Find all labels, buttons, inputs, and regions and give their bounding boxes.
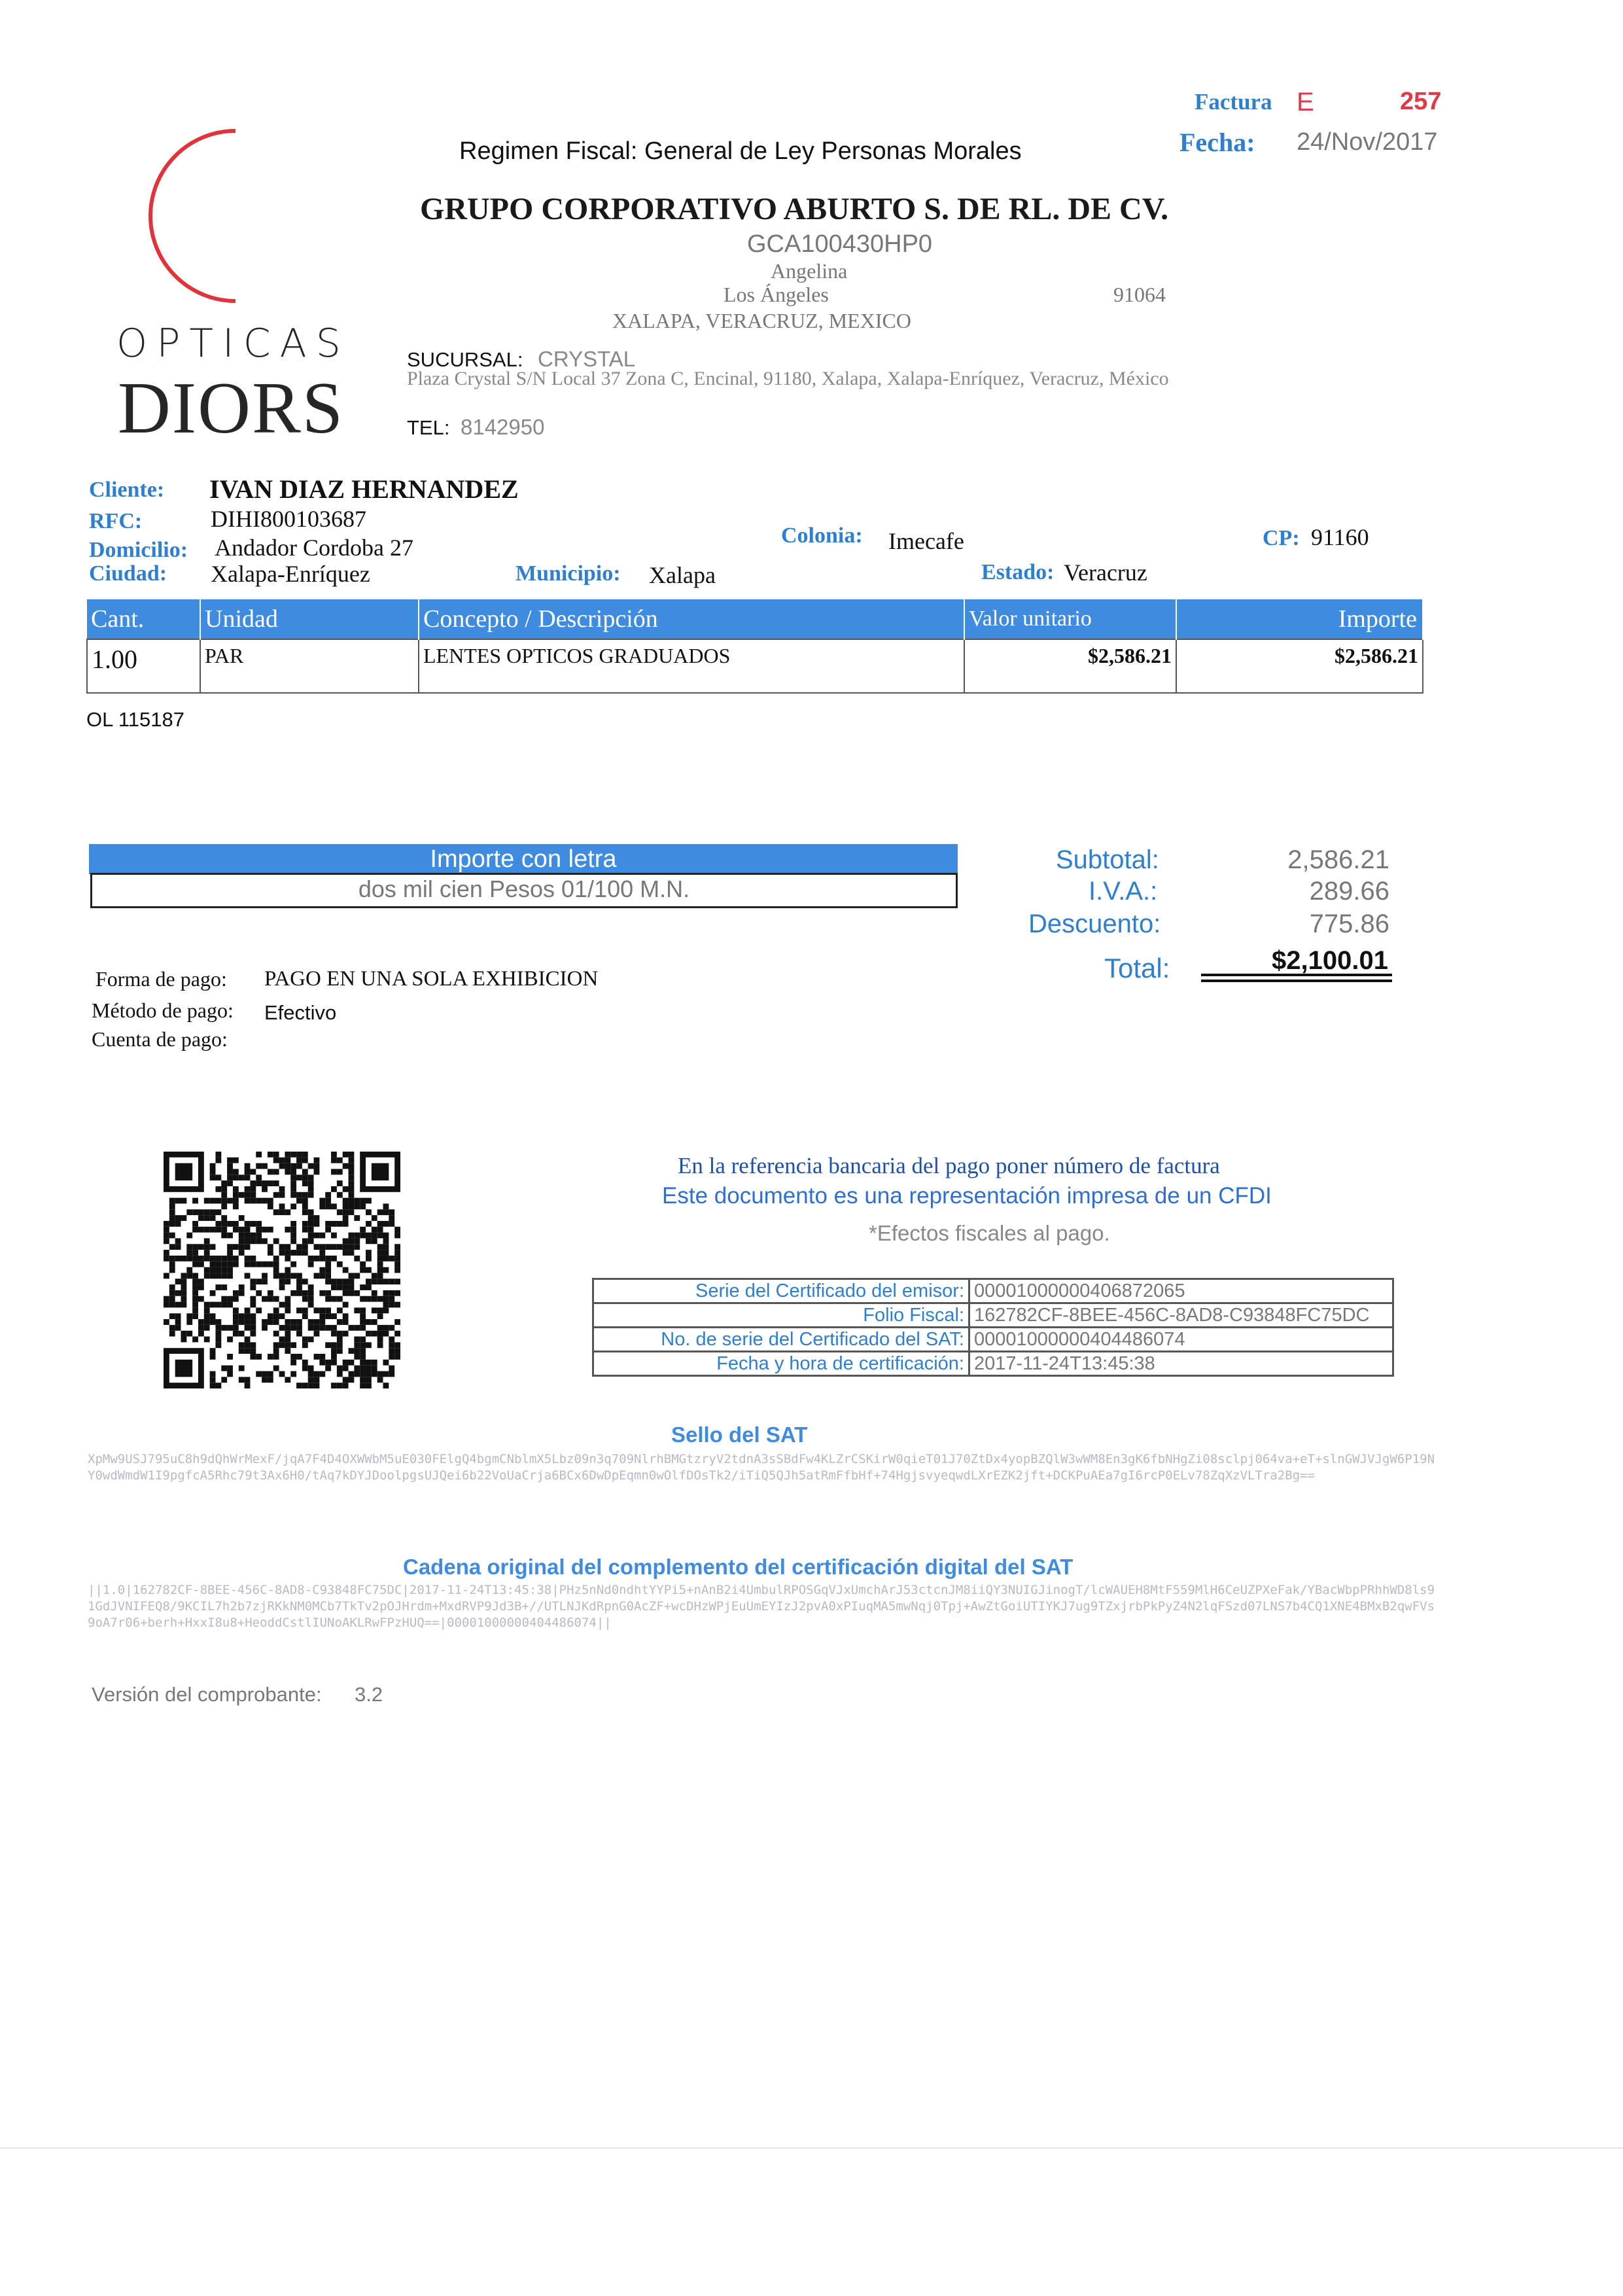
version-label: Versión del comprobante: [92, 1683, 322, 1706]
header-concepto: Concepto / Descripción [419, 599, 964, 639]
colonia-value: Imecafe [888, 528, 964, 554]
cert-value: 00001000000406872065 [969, 1279, 1393, 1303]
cliente-value: IVAN DIAZ HERNANDEZ [209, 474, 519, 504]
company-name: GRUPO CORPORATIVO ABURTO S. DE RL. DE CV. [420, 192, 1169, 226]
row-unidad: PAR [200, 639, 419, 693]
sello-title: Sello del SAT [671, 1422, 808, 1447]
domicilio-value: Andador Cordoba 27 [215, 535, 413, 561]
cert-row [593, 1352, 1393, 1376]
qr-code-icon [164, 1152, 400, 1388]
fecha-value: 24/Nov/2017 [1297, 128, 1438, 156]
factura-number: 257 [1400, 88, 1442, 115]
subtotal-label: Subtotal: [1056, 845, 1159, 874]
iva-label: I.V.A.: [1089, 877, 1158, 906]
regimen-fiscal: Regimen Fiscal: General de Ley Personas Morales [459, 137, 1022, 165]
sucursal-label: SUCURSAL: [407, 348, 523, 371]
cert-value: 2017-11-24T13:45:38 [969, 1352, 1393, 1376]
cert-label: Folio Fiscal: [593, 1303, 969, 1328]
row-valor-unitario: $2,586.21 [964, 639, 1176, 693]
company-rfc: GCA100430HP0 [747, 230, 933, 258]
logo-circle-icon [111, 105, 360, 327]
logo-text-opticas: OPTICAS [116, 321, 350, 366]
header-cant: Cant. [87, 599, 200, 639]
tel-value: 8142950 [461, 415, 545, 439]
items-table-header [87, 599, 1423, 639]
cp-value: 91160 [1311, 524, 1369, 550]
descuento-label: Descuento: [1028, 910, 1161, 938]
company-logo [111, 105, 360, 449]
metodo-pago-value: Efectivo [264, 1001, 337, 1024]
estado-value: Veracruz [1064, 559, 1147, 586]
cp-label: CP: [1263, 526, 1300, 550]
cert-label: Serie del Certificado del emisor: [593, 1279, 969, 1303]
cadena-text: ||1.0|162782CF-8BEE-456C-8AD8-C93848FC75DC|2017-11-24T13:45:38|PHz5nNd0ndhtYYPi5+nAnB2i4UmbulRPOSGqVJxUmchArJ53ctcnJM8iiQY3NUIGJinogT/lcWAUEH8MtF559MlH6CeUZPXeFak/YBacWbpPRhhWD8ls91GdJVNIFEQ8/9KCIL7h2b7zjRKkNM0MCb7TkTv2pOJHrdm+MxdRVP9Jd3B+//UTLNJKdRpnG0AcZF+wcDHzWPjEuUmEYIzJ2pvA0xPIuqMA5mwNqj0Tpj+AwZtGoiUTIYKJ7ug9TZxjrbPkPyZ4N2lqFSzd07LNS7b4CQ1XNE4BMxB2qwFVs9oA7r06+berh+HxxI8u8+HeoddCstlIUNoAKLRwFPzHUQ==|00001000000404486074|| [88, 1583, 1435, 1630]
address-line1: Angelina [771, 259, 848, 283]
address-city: XALAPA, VERACRUZ, MEXICO [612, 309, 911, 332]
ciudad-label: Ciudad: [89, 561, 167, 586]
cert-value: 00001000000404486074 [969, 1328, 1393, 1352]
certificate-table [592, 1278, 1394, 1377]
cert-row [593, 1303, 1393, 1328]
fecha-label: Fecha: [1179, 128, 1255, 157]
factura-series: E [1297, 88, 1314, 116]
row-cant: 1.00 [87, 639, 200, 693]
sucursal-value: CRYSTAL [538, 347, 636, 371]
factura-label: Factura [1195, 89, 1272, 115]
rfc-value: DIHI800103687 [211, 506, 366, 532]
qr-code [164, 1152, 400, 1388]
municipio-value: Xalapa [649, 562, 716, 588]
version-value: 3.2 [355, 1683, 383, 1706]
items-table [86, 599, 1423, 694]
estado-label: Estado: [981, 560, 1055, 584]
sello-text: XpMw9USJ795uC8h9dQhWrMexF/jqA7F4D4OXWWbM5uE030FElgQ4bgmCNblmX5Lbz09n3q709NlrhBMGtzryV2tdnA3sSBdFw4KLZrCSKirW0qieT01J70ZtDx4yopBZQlW3wWM8En3gK6fbNHgZi08sclpj064va+eT+slnGWJVJgW6P19NY0wdWmdW1I9pgfcA5Rhc79t3Ax6H0/tAq7kDYJDoolpgsUJQei6b22VoUaCrja6BCx6DwDpEqmn0wOlfDOsTk2/iTiQ5QJh5atRmFfbHf+74HgjsvyeqwdLXrEZK2jft+DCKPuAEa7gI6rcP0ELv78ZqXzVLTra2Bg== [88, 1452, 1435, 1483]
forma-pago-value: PAGO EN UNA SOLA EXHIBICION [264, 967, 599, 991]
ciudad-value: Xalapa-Enríquez [211, 561, 370, 587]
cuenta-pago-label: Cuenta de pago: [92, 1027, 228, 1051]
header-valor-unitario: Valor unitario [964, 599, 1176, 639]
cert-label: No. de serie del Certificado del SAT: [593, 1328, 969, 1352]
forma-pago-label: Forma de pago: [96, 967, 227, 991]
header-importe: Importe [1176, 599, 1423, 639]
row-concepto: LENTES OPTICOS GRADUADOS [419, 639, 964, 693]
importe-letra-value: dos mil cien Pesos 01/100 M.N. [90, 873, 958, 908]
logo-text-diors: DIORS [118, 368, 345, 449]
postal-code: 91064 [1113, 283, 1166, 306]
metodo-pago-label: Método de pago: [92, 998, 234, 1022]
cert-row [593, 1328, 1393, 1352]
row-importe: $2,586.21 [1176, 639, 1423, 693]
colonia-label: Colonia: [781, 523, 863, 548]
table-row [87, 639, 1423, 693]
subtotal-value: 2,586.21 [1287, 845, 1389, 874]
iva-value: 289.66 [1309, 877, 1389, 906]
total-value: $2,100.01 [1272, 946, 1388, 975]
domicilio-label: Domicilio: [89, 538, 188, 562]
rfc-label: RFC: [89, 509, 143, 533]
total-double-underline [1201, 974, 1392, 982]
total-label: Total: [1104, 953, 1170, 983]
scan-edge-line [0, 2147, 1623, 2149]
sucursal-address: Plaza Crystal S/N Local 37 Zona C, Encinal, 91180, Xalapa, Xalapa-Enríquez, Veracruz, México [407, 368, 1169, 389]
descuento-value: 775.86 [1309, 910, 1389, 938]
note-cfdi: Este documento es una representación impresa de un CFDI [662, 1183, 1272, 1209]
tel-label: TEL: [407, 416, 450, 439]
cert-label: Fecha y hora de certificación: [593, 1352, 969, 1376]
municipio-label: Municipio: [515, 561, 621, 586]
header-unidad: Unidad [200, 599, 419, 639]
address-line2: Los Ángeles [724, 283, 829, 306]
importe-letra-header: Importe con letra [89, 844, 958, 874]
cliente-label: Cliente: [89, 478, 165, 502]
cert-row [593, 1279, 1393, 1303]
note-bank-reference: En la referencia bancaria del pago poner número de factura [678, 1153, 1220, 1178]
order-ref: OL 115187 [86, 708, 184, 731]
note-efectos-fiscales: *Efectos fiscales al pago. [869, 1221, 1110, 1245]
cert-value: 162782CF-8BEE-456C-8AD8-C93848FC75DC [969, 1303, 1393, 1328]
cadena-title: Cadena original del complemento del certificación digital del SAT [403, 1555, 1073, 1579]
